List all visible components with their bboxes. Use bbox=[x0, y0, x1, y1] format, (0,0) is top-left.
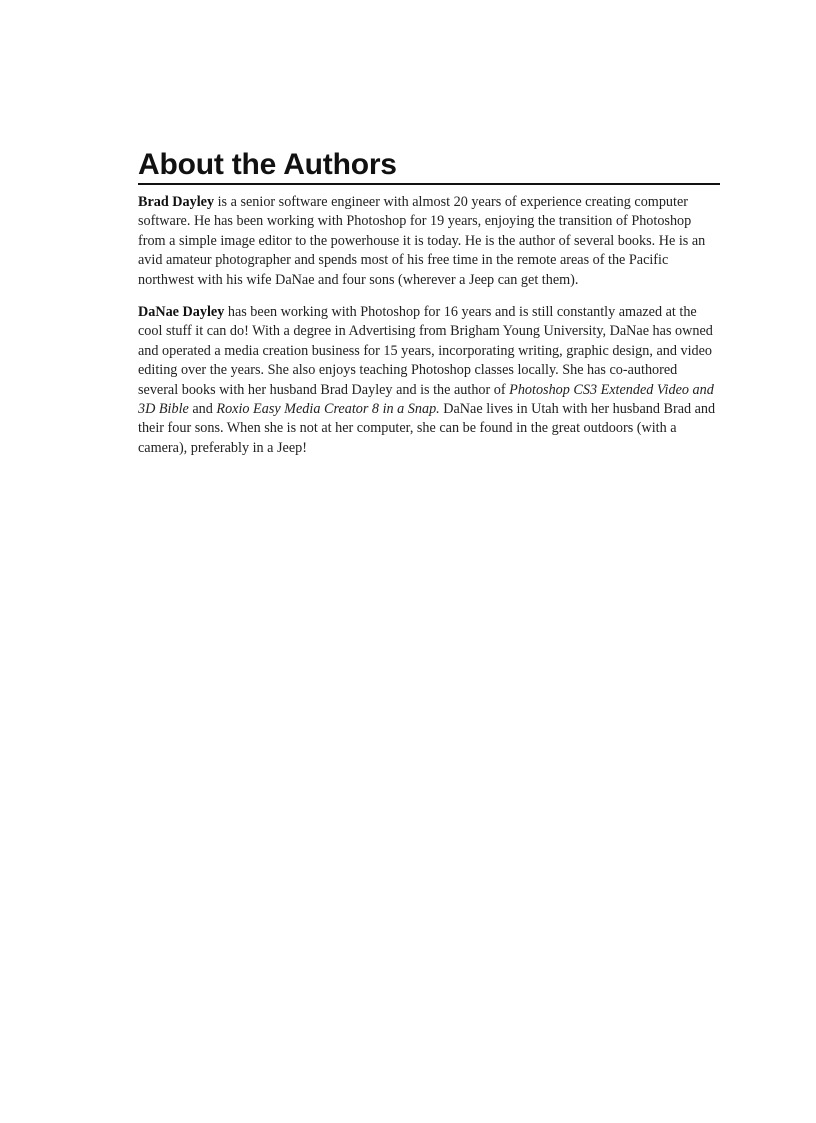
bio-brad-text: is a senior software engineer with almost 20 years of experience creating computer software. He has been working with Photoshop for 19 years, enjoying the transition of Photoshop from a simple image editor to the powerhouse it is today. He is the author of several books. He is an avid amateur photographer and spends most of his free time in the remote areas of the Pacific northwest with his wife DaNae and four sons (wherever a Jeep can get them). bbox=[138, 194, 706, 288]
bio-brad-dayley bbox=[138, 193, 720, 290]
bio-danae-text-c: DaNae lives in Utah with her husband Brad and their four sons. When she is not at her computer, she can be found in the great outdoors (with a camera), preferably in a Jeep! bbox=[138, 401, 716, 456]
book-title-photoshop-cs3: Photoshop CS3 Extended Video and 3D Bible bbox=[138, 381, 714, 418]
author-name-brad: Brad Dayley bbox=[138, 194, 215, 210]
book-title-roxio: Roxio Easy Media Creator 8 in a Snap. bbox=[216, 401, 440, 418]
page-title: About the Authors bbox=[138, 148, 720, 185]
bio-danae-text-b: and bbox=[188, 401, 217, 418]
bio-danae-dayley bbox=[138, 303, 720, 458]
author-name-danae: DaNae Dayley bbox=[138, 304, 225, 321]
about-authors-page bbox=[138, 148, 720, 458]
bio-danae-text-a: has been working with Photoshop for 16 years and is still constantly amazed at the cool stuff it can do! With a degree in Advertising from Brigham Young University, DaNae has owned and operated a media creation business for 15 years, incorporating writing, graphic design, and video editing over the years. She also enjoys teaching Photoshop classes locally. She has co-authored several books with her husband Brad Dayley and is the author of bbox=[138, 304, 713, 398]
